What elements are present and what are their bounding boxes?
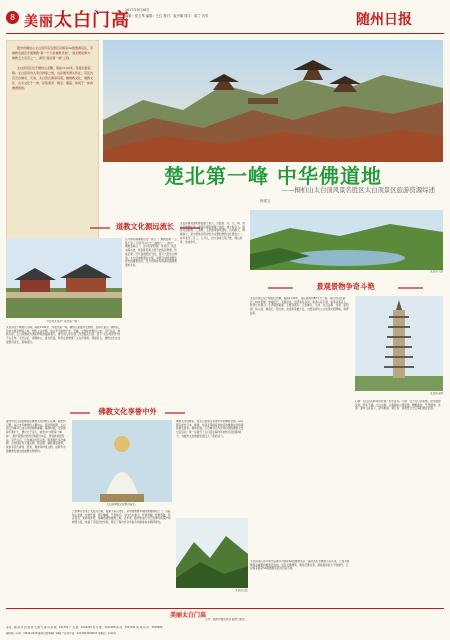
section-ornament-left xyxy=(90,227,110,229)
article-column: 太白顶道观建筑群始建于东汉，历经唐、宋、元、明、清各代修葺扩建，鼎盛时期有道观十余座，道士数百人。现存有祖师殿、三清殿、玉皇阁等建筑遗址，古柏参天，碑碣林立，是中原地区保存较为完整的道教文化遗存之一。每年农历三月三、九月九，四方香客云集于此，朝山进香，热闹非凡。 xyxy=(180,222,245,244)
pond-illustration xyxy=(250,210,443,270)
editor-credits: 编辑：张玉琴 编辑：王红 校对：崔丹娜 排字：陈兰 冯芳 xyxy=(125,14,209,18)
header-rule xyxy=(6,33,444,34)
intro-paragraph-1: 随州市桐柏山太白顶风景名胜区是国家4A级旅游景区，是佛教名刹及中国佛教“第一个大乘佛教圣地”，南北朝时即为佛教五大名寺之一，素有“楚北第一峰”之称。 xyxy=(12,46,93,61)
photo-mountain-pond xyxy=(250,210,443,270)
photo-caption-pond: 太白顶天池 xyxy=(430,270,443,273)
hero-photo-mountain-temple xyxy=(103,40,443,162)
page-footer xyxy=(0,608,450,640)
article-column: 佛教文化的繁荣，使太白顶成为享誉中外的佛教圣地。每年都有来自日本、韩国、东南亚等国家和地区的佛教信众和游客慕名而来，朝拜祈福。云台禅寺还多次举办国际佛教文化交流活动，进一步提升了太白顶在海内外的知名度和影响力，为随州文化旅游发展注入了新的活力。 xyxy=(176,420,244,438)
buddha-illustration xyxy=(72,420,172,502)
article-column: 云台禅寺坐落于太白顶之巅，始建于东汉末年，是中国佛教早期的重要道场之一。寺院依山而建，布局严谨，殿宇巍峨，气势恢宏。寺内古木参天，环境清幽，晨钟暮鼓，梵音袅袅，是修身养性、参禅悟道的理想之地。近年来，随州市加大对云台禅寺的保护和修缮力度，恢复了寺院历史风貌，吸引了海内外众多信众和游客前来朝拜观光。 xyxy=(72,510,171,525)
photo-mountain-peaks xyxy=(176,518,248,588)
section-heading-taoism: 道教文化源远流长 xyxy=(115,222,175,231)
feature-headline: 楚北第一峰 中华佛道地 xyxy=(164,164,382,188)
article-column: 古今道家称桐柏山为“ 仙山 ”。道教经典《 云笈七签 》将其列为七十二福地之一，称为“ 桐柏金庭山 ”。山中有紫阳洞、老君台、炼丹池等古迹，传说紫阳真人曾于此炼丹修道，终成正果。历代高道隐居于此，留下大量诗文碑刻。太白顶道教遗存丰富，是研究中国道教发展史的重要场所，至今仍保存有明清时期道观遗址多处。 xyxy=(125,238,177,267)
mountain-temple-illustration xyxy=(103,40,443,162)
author-byline: 韩建文 xyxy=(260,199,271,203)
article-column: 太白顶景区近年来先后被评为国家4A级旅游景区、湖北省生态旅游示范区等，已成为鄂豫两省重要的旅游目的地。景区交通便利，服务设施完善，游客接待能力不断提升，正在朝着国家5A级旅游景区的目标迈进。 xyxy=(250,560,350,571)
brand-main: 太白门高 xyxy=(54,10,130,31)
section-ornament-left xyxy=(268,287,293,289)
footer-sponsor: 主办：随州市委宣传部 随州日报社 xyxy=(205,618,245,621)
photo-caption-mountain: 太白顶山峦 xyxy=(235,589,248,592)
section-heading-buddhism: 佛教文化享誉中外 xyxy=(98,407,157,416)
footer-rule xyxy=(6,608,444,609)
footer-registration: 国内统一刊号：CN42-0018 随州日报印刷厂印刷 广告许可证：4213004000001 零售价：1.00元 xyxy=(6,632,117,635)
section-ornament-right xyxy=(165,412,185,414)
article-column: 太白顶位于桐柏山主峰，海拔1140米，为楚北第一峰。桐柏山是淮河发源地，古称大复山、桐柏山，历来为道家修炼之地。相传上古时期，盘古开天辟地于此，伏羲、女娲在此繁衍人类。汉代以后，道教兴起，太白顶便成为道家修炼的福地洞天。唐代诗人李白曾三次登临太白顶，留下“太白何苍苍”的千古名句。宋代以后，道观林立，香火旺盛。明代在此修建了太白顶道观，规模宏大。道教文化在这里源远流长，影响深远。 xyxy=(6,326,122,344)
photo-caption-taoism: 今日的太白顶“ 楚北第一峰 ”。 xyxy=(46,320,82,323)
article-column: 太白顶景区位于桐柏山北麓，海拔1140米，景区面积约80平方公里。景区内山峦起伏，林木葱郁，奇峰怪石，飞瀑流泉，四季景色各异。春季山花烂漫，夏季凉爽宜人，秋季红叶满山，冬季银装素裹。主要景观有：云台禅寺、天池、太白古寨、龙潭、紫阳洞、仙人洞、棋盘石、锁龙池、舍身崖等数十处，自然景观与人文景观交相辉映，相得益彰。 xyxy=(250,297,349,315)
article-column: 石林：太白顶石林奇特壮观，形态各异。天池：位于太白顶东侧，池水清澈见底，终年不涸。太白古寨：古寨墙依山势而建，蜿蜒曲折，气势雄伟。龙潭：瀑布飞流直下，潭水碧绿。观日台：是观赏日出云海的最佳位置。 xyxy=(355,400,441,411)
photo-pagoda xyxy=(355,296,443,391)
article-column: 随州市太白顶是桐柏山佛教文化的核心区域。据史料记载，东汉末年佛教传入桐柏山，南北朝时期，太白顶云台禅寺已成为中原佛教重镇。隋唐时期，寺院规模不断扩大，僧众达千余人，被誉为“中原第一禅林”。唐代高僧玄奘西行取经归来后，曾到此讲经说法。宋代以后，云台禅寺历经兴废，明清两代多次重修。寺内现存有大雄宝殿、观音殿、藏经楼等建筑，保存有历代碑刻、经卷、佛像等珍贵文物，是研究中国佛教发展史的重要实物资料。 xyxy=(6,420,66,453)
brand-logo xyxy=(24,6,130,32)
peaks-illustration xyxy=(176,518,248,588)
footer-address: 地 址：随 州 市 西 城 区 交 通 大 道 号 邮 编：441300 广 告 部：3222267 发 行 部：3222268 电 话：3323291 新 闻 热 线：3325689 xyxy=(6,626,163,629)
feature-subtitle: ——桐柏山太白顶风景名胜区太白顶景区旅游资源综述 xyxy=(281,186,435,194)
footer-brand: 美丽太白门高 xyxy=(170,612,207,619)
pagoda-illustration xyxy=(355,296,443,391)
section-ornament-right xyxy=(398,287,423,289)
section-ornament-left xyxy=(70,412,90,414)
section-heading-scenery: 景观景物争奇斗艳 xyxy=(316,282,375,291)
temple-illustration xyxy=(6,238,122,318)
newspaper-name: 随州日报 xyxy=(356,12,412,28)
photo-caption-pagoda: 太白顶宝塔 xyxy=(430,392,443,395)
photo-caption-buddhism: 太白顶佛教文化源远流长。 xyxy=(106,503,138,506)
photo-buddha-statue xyxy=(72,420,172,502)
intro-paragraph-2: 太白顶景区位于桐柏山北麓，海拔1140米，是楚北最高峰。太白顶是诗人李白钟爱之地，也是淮河源头所在，景区内有云台禅寺、天池、太白顶古寨等景观，融佛教文化、道教文化、山水文化于一体，是集观光、朝圣、避暑、休闲于一体的旅游胜地。 xyxy=(12,65,94,91)
photo-temple-complex xyxy=(6,238,122,318)
issue-meta xyxy=(125,7,208,19)
issue-date: 2017年9月28日 xyxy=(125,8,150,12)
page-number-badge: 8 xyxy=(6,11,19,24)
brand-prefix: 美丽 xyxy=(24,14,54,30)
